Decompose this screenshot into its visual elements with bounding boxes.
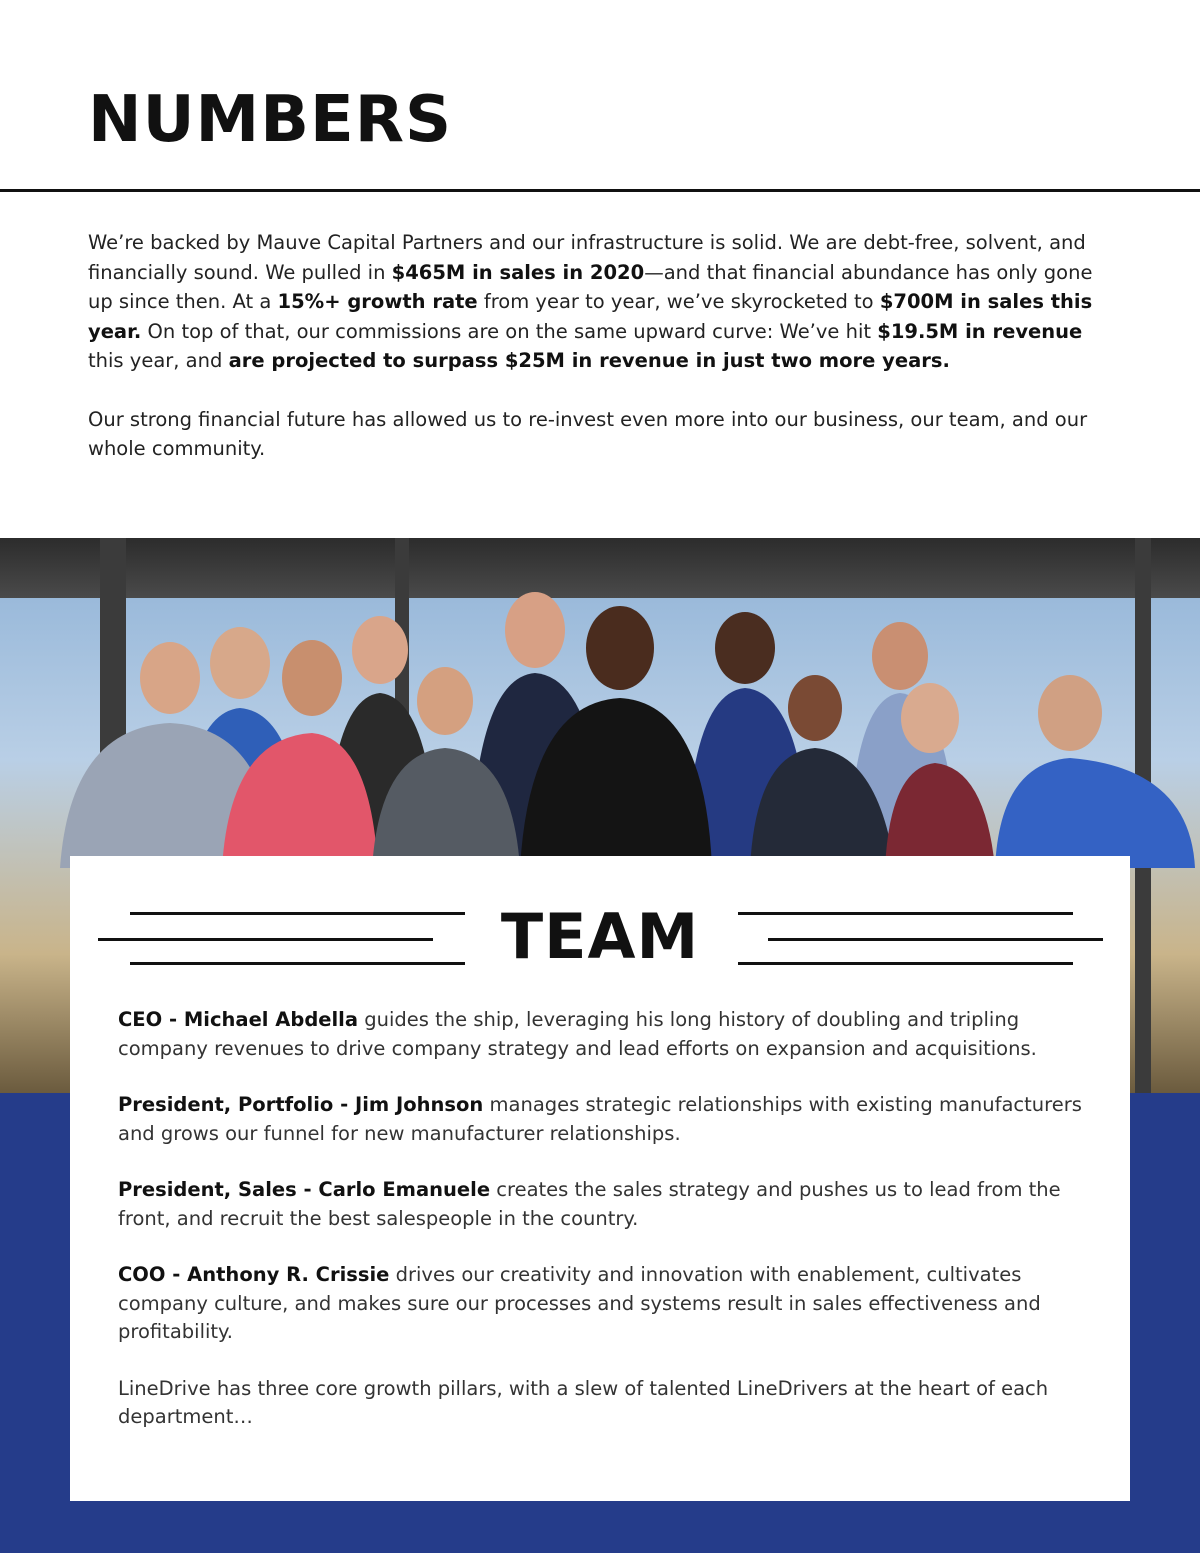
member-name: President, Portfolio - Jim Johnson bbox=[118, 1093, 484, 1116]
numbers-paragraph-1 bbox=[88, 228, 1118, 376]
heading-divider bbox=[0, 189, 1200, 192]
text-run: from year to year, we’ve skyrocketed to bbox=[477, 290, 880, 313]
member-description: manages strategic relationships with existing manufacturers and grows our funnel for new manufacturer relationships. bbox=[118, 1093, 1082, 1145]
team-card bbox=[70, 856, 1130, 1501]
highlight-projection: are projected to surpass $25M in revenue in just two more years. bbox=[228, 349, 950, 372]
team-member-entry bbox=[118, 1091, 1093, 1148]
decorative-line bbox=[98, 938, 433, 941]
team-heading: TEAM bbox=[500, 900, 700, 973]
numbers-paragraph-2: Our strong financial future has allowed us to re-invest even more into our business, our team, and our whole community. bbox=[88, 407, 1088, 460]
text-run: —and that financial abundance has only gone up since then. At a bbox=[88, 260, 1093, 313]
team-closing-text: LineDrive has three core growth pillars, with a slew of talented LineDrivers at the heart of each department… bbox=[118, 1376, 1049, 1428]
highlight-revenue: $19.5M in revenue bbox=[877, 319, 1083, 343]
text-run: this year, and bbox=[88, 349, 229, 372]
team-member-entry bbox=[118, 1261, 1093, 1347]
highlight-sales-2020: $465M in sales in 2020 bbox=[391, 260, 645, 284]
person bbox=[995, 675, 1195, 868]
member-name: COO - Anthony R. Crissie bbox=[118, 1263, 390, 1286]
member-description: guides the ship, leveraging his long history of doubling and tripling company revenues to drive company strategy and lead efforts on expansion and acquisitions. bbox=[118, 1008, 1037, 1060]
team-member-entry bbox=[118, 1006, 1093, 1063]
highlight-growth-rate: 15%+ growth rate bbox=[277, 290, 478, 313]
decorative-line bbox=[738, 912, 1073, 915]
member-name: President, Sales - Carlo Emanuele bbox=[118, 1178, 491, 1201]
member-name: CEO - Michael Abdella bbox=[118, 1008, 359, 1031]
decorative-line bbox=[130, 912, 465, 915]
decorative-line bbox=[738, 962, 1073, 965]
team-title-row bbox=[70, 856, 1130, 996]
text-run: On top of that, our commissions are on the same upward curve: We’ve hit bbox=[141, 319, 878, 343]
team-description bbox=[118, 1006, 1093, 1460]
numbers-heading: NUMBERS bbox=[88, 83, 453, 157]
decorative-line bbox=[768, 938, 1103, 941]
text-run: We’re backed by Mauve Capital Partners and our infrastructure is solid. We are debt-free, solvent, and financially sound. We pulled in bbox=[88, 231, 1086, 284]
highlight-sales-this-year: $700M in sales this year. bbox=[88, 290, 1093, 343]
member-description: creates the sales strategy and pushes us to lead from the front, and recruit the best salespeople in the country. bbox=[118, 1178, 1061, 1230]
numbers-section bbox=[88, 228, 1118, 493]
member-description: drives our creativity and innovation with enablement, cultivates company culture, and makes sure our processes and systems result in sales effectiveness and profitability. bbox=[118, 1263, 1041, 1343]
decorative-line bbox=[130, 962, 465, 965]
team-member-entry bbox=[118, 1176, 1093, 1233]
